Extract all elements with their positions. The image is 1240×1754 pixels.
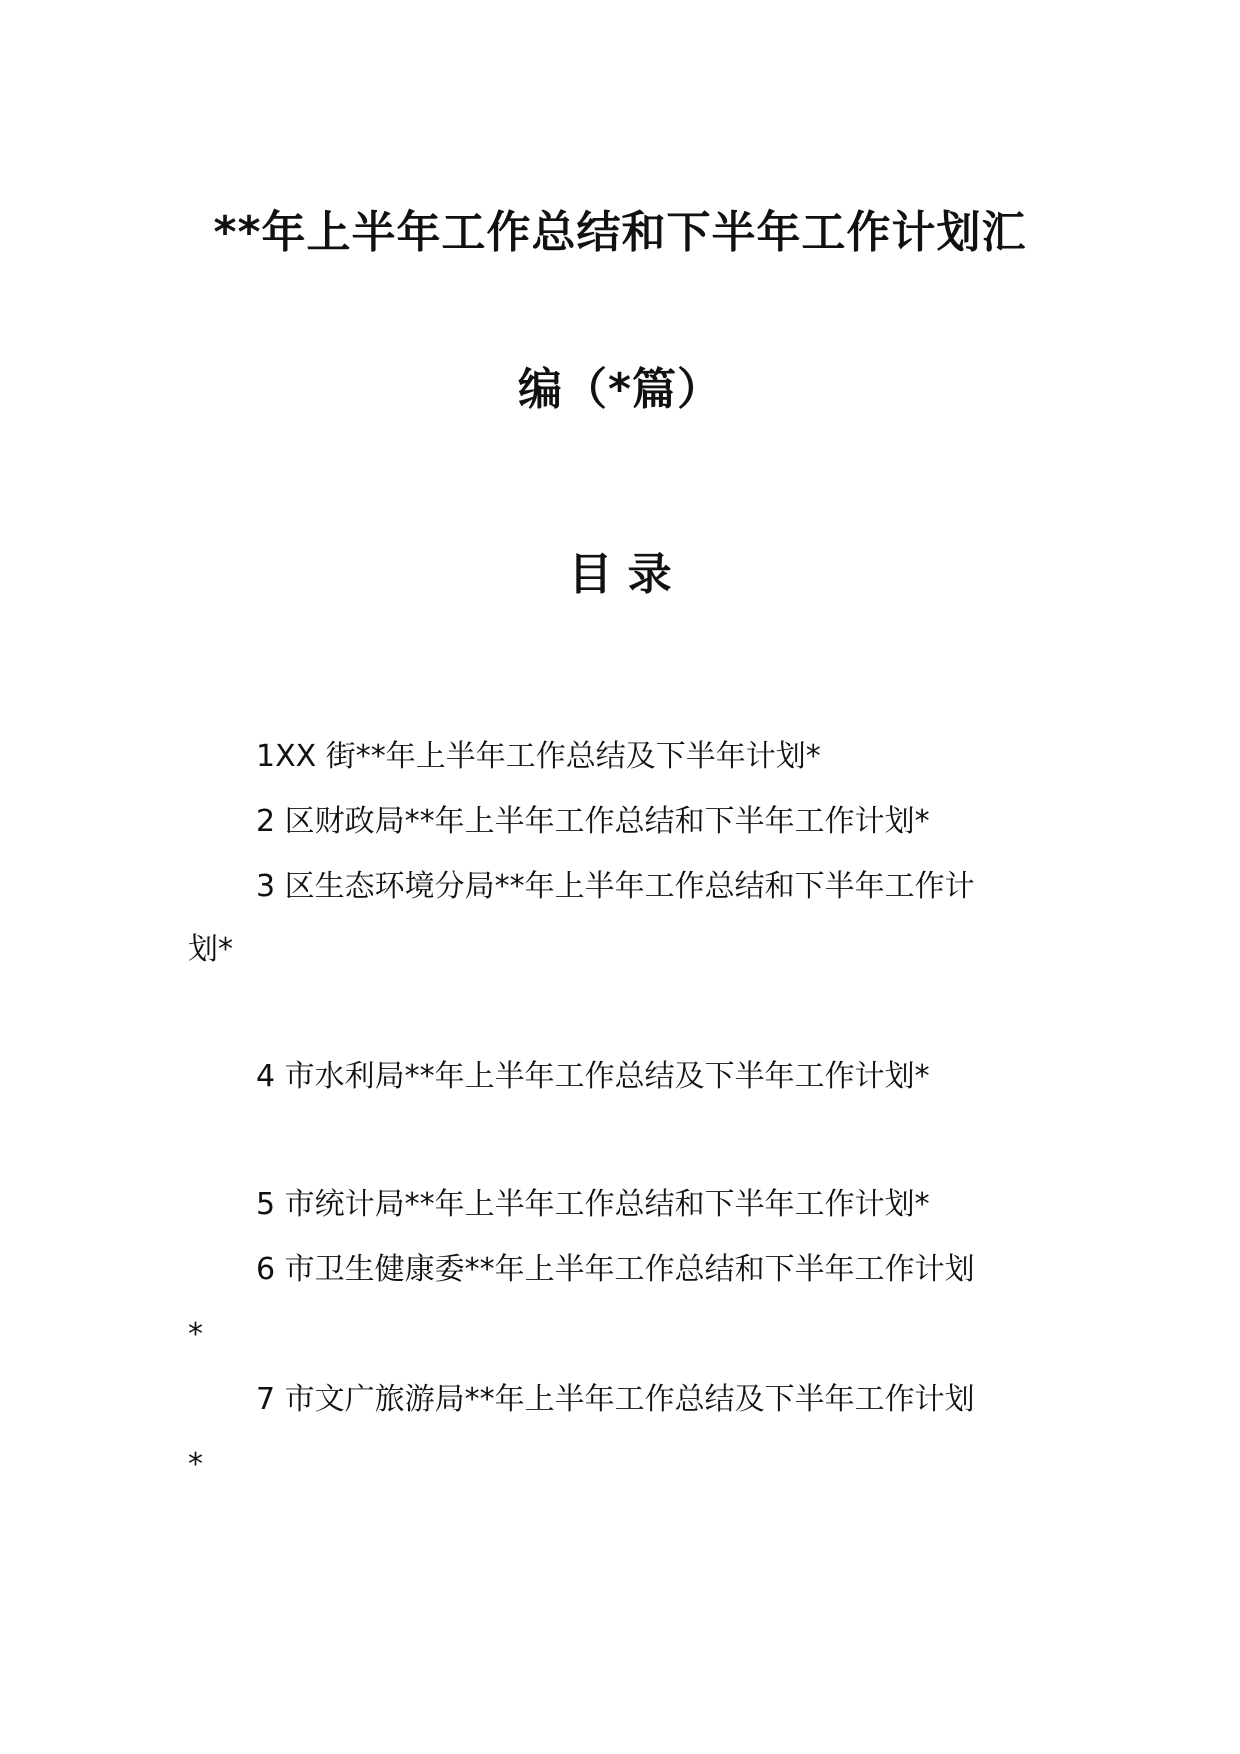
- toc-item-2: 2 区财政局**年上半年工作总结和下半年工作计划*: [256, 804, 930, 839]
- toc-item-4: 4 市水利局**年上半年工作总结及下半年工作计划*: [256, 1059, 930, 1094]
- toc-item-5: 5 市统计局**年上半年工作总结和下半年工作计划*: [256, 1187, 930, 1222]
- toc-item-7-continuation: *: [188, 1447, 203, 1482]
- toc-item-3: 3 区生态环境分局**年上半年工作总结和下半年工作计: [256, 869, 975, 904]
- toc-heading: 目 录: [568, 549, 672, 600]
- document-title-line-2: 编（*篇）: [517, 364, 722, 415]
- toc-item-7: 7 市文广旅游局**年上半年工作总结及下半年工作计划: [256, 1382, 975, 1417]
- document-title-line-1: **年上半年工作总结和下半年工作计划汇: [213, 207, 1027, 258]
- toc-item-6-continuation: *: [188, 1317, 203, 1352]
- toc-item-3-continuation: 划*: [188, 932, 233, 967]
- toc-item-6: 6 市卫生健康委**年上半年工作总结和下半年工作计划: [256, 1252, 975, 1287]
- toc-item-1: 1XX 街**年上半年工作总结及下半年计划*: [256, 739, 821, 774]
